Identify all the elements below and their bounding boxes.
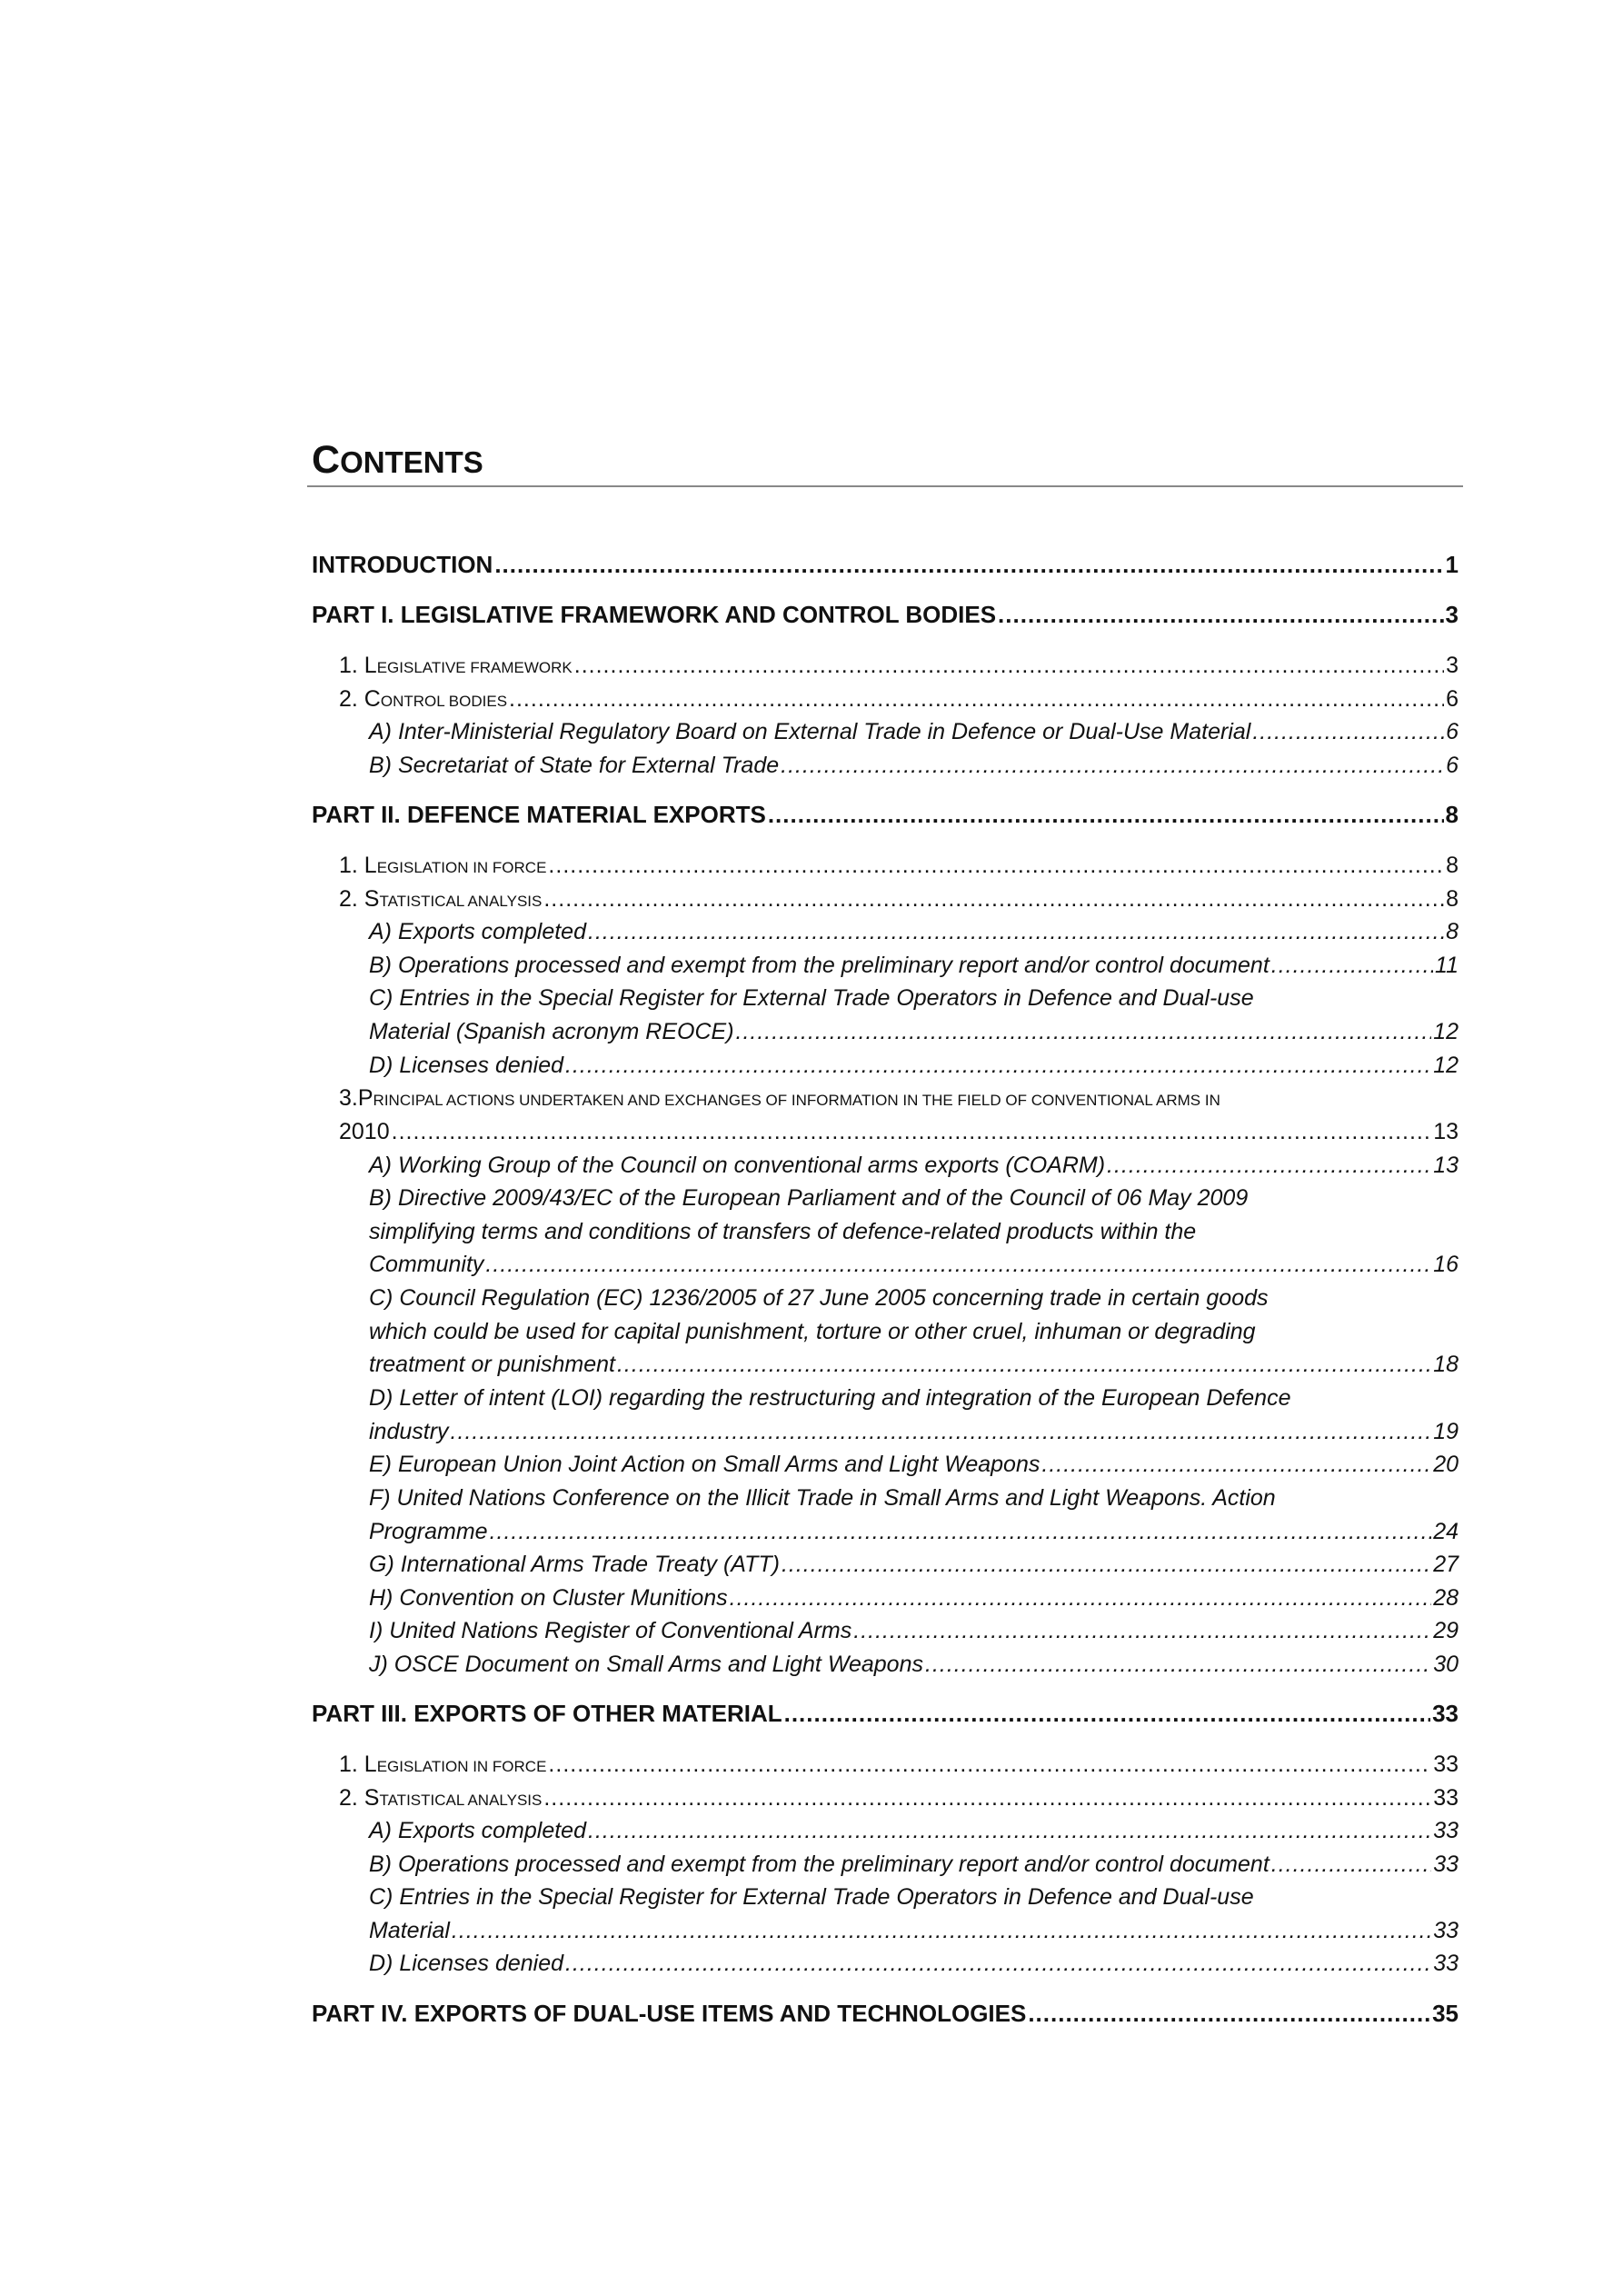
toc-entry[interactable] [369, 1149, 1459, 1182]
toc-entry-title: PART I. LEGISLATIVE FRAMEWORK AND CONTROL BODIES [312, 601, 997, 628]
toc-entry-label [339, 1748, 546, 1783]
toc-entry-title: H) Convention on Cluster Munitions [369, 1585, 728, 1611]
toc-entry-title: ONTROL BODIES [380, 693, 508, 710]
dot-leader [784, 1697, 1430, 1730]
dot-leader [782, 1548, 1431, 1581]
toc-entry[interactable] [369, 1614, 1459, 1647]
toc-entry-title: INTRODUCTION [312, 551, 493, 578]
dot-leader [1252, 715, 1444, 748]
dot-leader [494, 548, 1443, 581]
toc-entry-title: Programme [369, 1518, 488, 1544]
dot-leader [543, 1782, 1431, 1814]
toc-page-number: 33 [1433, 1752, 1459, 1777]
dot-leader [925, 1648, 1431, 1681]
dot-leader [853, 1614, 1431, 1647]
toc-entry-title: I) United Nations Register of Conventional Arms [369, 1618, 852, 1643]
toc-page-number: 19 [1433, 1418, 1459, 1444]
toc-entry[interactable] [369, 949, 1459, 982]
toc-entry-initial: S [363, 886, 380, 912]
toc-entry[interactable] [369, 1548, 1459, 1581]
dot-leader [451, 1415, 1432, 1448]
toc-entry[interactable] [369, 1015, 1459, 1048]
toc-entry-title: PART IV. EXPORTS OF DUAL-USE ITEMS AND TECHNOLOGIES [312, 2000, 1027, 2027]
toc-page-number: 33 [1433, 1785, 1459, 1811]
toc-entry-number: 2. [339, 686, 364, 712]
toc-page-number: 29 [1433, 1618, 1459, 1643]
toc-page-number: 8 [1446, 886, 1459, 912]
dot-leader [1041, 1448, 1431, 1481]
toc-entry[interactable] [369, 1049, 1459, 1082]
toc-entry-title: EGISLATION IN FORCE [376, 859, 547, 876]
toc-entry[interactable] [369, 1248, 1459, 1281]
toc-entry-initial: S [363, 1785, 380, 1811]
toc-entry[interactable] [339, 1782, 1459, 1814]
dot-leader [588, 1814, 1431, 1847]
toc-page-number: 6 [1446, 686, 1459, 712]
toc-entry[interactable] [369, 1814, 1459, 1847]
dot-leader [392, 1115, 1432, 1148]
toc-entry[interactable] [369, 1515, 1459, 1548]
page-title: CONTENTS [312, 438, 483, 482]
toc-entry[interactable] [369, 1582, 1459, 1614]
dot-leader [1107, 1149, 1431, 1182]
toc-part-entry[interactable] [312, 548, 1459, 581]
dot-leader [617, 1348, 1431, 1381]
dot-leader [574, 649, 1444, 682]
toc-entry-title: RINCIPAL ACTIONS UNDERTAKEN AND EXCHANGES OF INFORMATION IN THE FIELD OF CONVENTIONAL ARMS IN [373, 1092, 1220, 1109]
toc-part-entry[interactable] [312, 1697, 1459, 1730]
toc-entry[interactable] [339, 883, 1459, 915]
toc-entry-title: E) European Union Joint Action on Small Arms and Light Weapons [369, 1452, 1041, 1477]
dot-leader [509, 683, 1444, 715]
toc-part-entry[interactable] [312, 798, 1459, 831]
toc-entry-label [339, 683, 507, 718]
toc-page-number: 33 [1433, 1951, 1459, 1976]
toc-page-number: 8 [1446, 853, 1459, 878]
toc-entry-number: 1. [339, 653, 364, 678]
toc-page-number: 24 [1433, 1518, 1459, 1544]
toc-page-number: 33 [1432, 1700, 1459, 1727]
dot-leader [781, 749, 1444, 782]
toc-page-number: 30 [1433, 1652, 1459, 1677]
toc-entry-title: TATISTICAL ANALYSIS [379, 1792, 543, 1809]
toc-page-number: 18 [1433, 1352, 1459, 1377]
toc-page-number: 11 [1435, 953, 1459, 978]
toc-entry-continuation: C) Entries in the Special Register for External Trade Operators in Defence and Dual-use [369, 1884, 1254, 1910]
toc-page-number: 1 [1445, 551, 1459, 578]
toc-entry-title: Material [369, 1917, 450, 1943]
toc-entry-title: D) Licenses denied [369, 1951, 564, 1976]
toc-entry-title: A) Working Group of the Council on conventional arms exports (COARM) [369, 1153, 1106, 1178]
toc-entry-title: industry [369, 1418, 449, 1444]
toc-entry-title: G) International Arms Trade Treaty (ATT) [369, 1552, 780, 1577]
dot-leader [1028, 1997, 1430, 2030]
toc-page-number: 12 [1433, 1053, 1459, 1078]
toc-entry-number: 2. [339, 886, 364, 912]
toc-entry-title: EGISLATIVE FRAMEWORK [376, 659, 573, 676]
toc-entry-heading [339, 1082, 1220, 1114]
toc-entry[interactable] [369, 1914, 1459, 1947]
toc-entry-title: A) Inter-Ministerial Regulatory Board on External Trade in Defence or Dual-Use Material [369, 719, 1251, 744]
toc-entry[interactable] [369, 1648, 1459, 1681]
dot-leader [548, 849, 1444, 882]
toc-entry-continuation: F) United Nations Conference on the Illicit Trade in Small Arms and Light Weapons. Action [369, 1485, 1276, 1511]
toc-entry-number: 3. [339, 1085, 358, 1111]
toc-entry-label [339, 1782, 542, 1817]
toc-entry-title: B) Operations processed and exempt from the preliminary report and/or control document [369, 953, 1270, 978]
toc-entry-title: A) Exports completed [369, 919, 586, 944]
toc-entry-title: TATISTICAL ANALYSIS [379, 893, 543, 910]
toc-part-entry[interactable] [312, 598, 1459, 631]
toc-entry-initial: L [363, 1752, 377, 1777]
toc-entry-title: PART III. EXPORTS OF OTHER MATERIAL [312, 1700, 782, 1727]
toc-page-number: 33 [1433, 1917, 1459, 1943]
dot-leader [565, 1049, 1431, 1082]
dot-leader [588, 915, 1444, 948]
toc-entry[interactable] [369, 915, 1459, 948]
toc-page-number: 3 [1445, 601, 1459, 628]
toc-page-number: 6 [1446, 753, 1459, 778]
dot-leader [565, 1947, 1431, 1980]
toc-entry-number: 2. [339, 1785, 364, 1811]
dot-leader [548, 1748, 1431, 1781]
toc-page-number: 12 [1433, 1018, 1459, 1044]
toc-entry-title: 2010 [339, 1118, 390, 1144]
toc-entry-title: A) Exports completed [369, 1818, 586, 1843]
toc-entry-title: Material (Spanish acronym REOCE) [369, 1018, 734, 1044]
dot-leader [485, 1248, 1431, 1281]
toc-page-number: 16 [1433, 1252, 1459, 1277]
dot-leader [768, 798, 1444, 831]
toc-entry-continuation: D) Letter of intent (LOI) regarding the restructuring and integration of the European Defence [369, 1385, 1291, 1411]
toc-entry[interactable] [339, 1115, 1459, 1148]
toc-entry-initial: C [363, 686, 381, 712]
toc-page-number: 35 [1432, 2000, 1459, 2027]
toc-entry-title: PART II. DEFENCE MATERIAL EXPORTS [312, 801, 766, 828]
toc-entry[interactable] [339, 849, 1459, 882]
toc-entry-initial: L [363, 653, 377, 678]
toc-entry-title: J) OSCE Document on Small Arms and Light Weapons [369, 1652, 923, 1677]
toc-entry[interactable] [369, 1848, 1459, 1881]
dot-leader [452, 1914, 1431, 1947]
toc-entry-initial: P [357, 1085, 373, 1111]
toc-entry-label [339, 649, 573, 684]
dot-leader [998, 598, 1443, 631]
toc-page-number: 33 [1433, 1852, 1459, 1877]
toc-entry[interactable] [369, 1448, 1459, 1481]
toc-entry[interactable] [369, 749, 1459, 782]
toc-entry[interactable] [369, 1348, 1459, 1381]
toc-entry[interactable] [369, 715, 1459, 748]
toc-entry-title: Community [369, 1252, 484, 1277]
toc-page-number: 8 [1445, 801, 1459, 828]
dot-leader [490, 1515, 1432, 1548]
toc-page-number: 28 [1433, 1585, 1459, 1611]
toc-entry[interactable] [339, 683, 1459, 715]
dot-leader [1271, 949, 1433, 982]
toc-entry-continuation: B) Directive 2009/43/EC of the European Parliament and of the Council of 06 May 2009 [369, 1185, 1249, 1211]
toc-entry-label [339, 849, 546, 884]
toc-page-number: 27 [1433, 1552, 1459, 1577]
toc-entry-title: EGISLATION IN FORCE [376, 1758, 547, 1775]
toc-entry[interactable] [339, 649, 1459, 682]
toc-page-number: 13 [1433, 1153, 1459, 1178]
toc-entry-continuation: simplifying terms and conditions of transfers of defence-related products within the [369, 1218, 1197, 1244]
toc-entry-initial: L [363, 853, 377, 878]
toc-entry[interactable] [339, 1748, 1459, 1781]
toc-entry-title: treatment or punishment [369, 1352, 615, 1377]
toc-entry-continuation: which could be used for capital punishment, torture or other cruel, inhuman or degrading [369, 1318, 1256, 1344]
dot-leader [730, 1582, 1432, 1614]
toc-part-entry[interactable] [312, 1997, 1459, 2030]
dot-leader [1271, 1848, 1431, 1881]
title-underline [307, 485, 1463, 487]
toc-page-number: 33 [1433, 1818, 1459, 1843]
toc-page-number: 8 [1446, 919, 1459, 944]
toc-entry[interactable] [369, 1415, 1459, 1448]
toc-page-number: 6 [1446, 719, 1459, 744]
toc-page-number: 20 [1433, 1452, 1459, 1477]
toc-entry-continuation: C) Council Regulation (EC) 1236/2005 of 27 June 2005 concerning trade in certain goods [369, 1285, 1269, 1311]
toc-entry-number: 1. [339, 853, 364, 878]
toc-entry-title: D) Licenses denied [369, 1053, 564, 1078]
toc-page-number: 13 [1433, 1118, 1459, 1144]
toc-entry-continuation: C) Entries in the Special Register for External Trade Operators in Defence and Dual-use [369, 985, 1254, 1011]
dot-leader [736, 1015, 1432, 1048]
toc-entry-title: B) Secretariat of State for External Trade [369, 753, 780, 778]
dot-leader [543, 883, 1444, 915]
toc-entry-title: B) Operations processed and exempt from the preliminary report and/or control document [369, 1852, 1270, 1877]
toc-entry-number: 1. [339, 1752, 364, 1777]
toc-entry-label [339, 883, 542, 918]
toc-page-number: 3 [1446, 653, 1459, 678]
toc-entry[interactable] [369, 1947, 1459, 1980]
